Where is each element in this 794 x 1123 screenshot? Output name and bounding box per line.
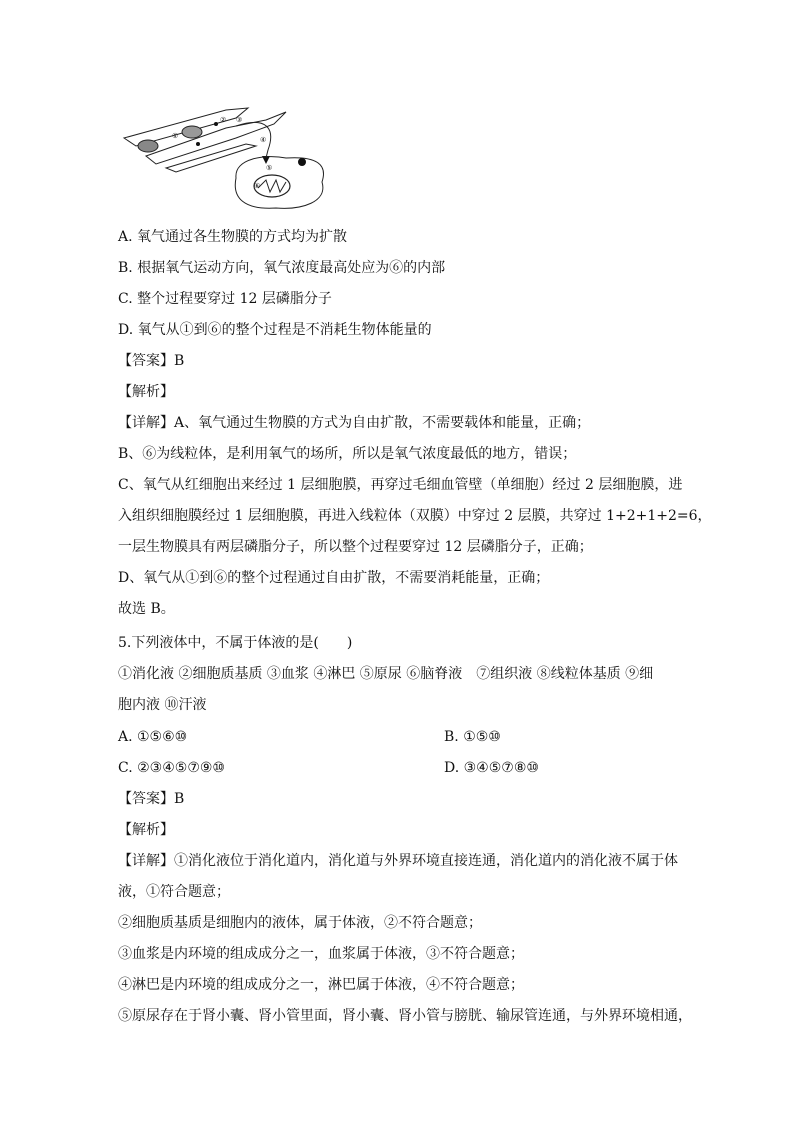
q5-option-c: C. ②③④⑤⑦⑨⑩ <box>118 760 225 776</box>
tissue-cell <box>235 157 323 209</box>
q5-option-a: A. ①⑤⑥⑩ <box>118 729 188 745</box>
dot-2 <box>196 142 200 146</box>
q5-option-d: D. ③④⑤⑦⑧⑩ <box>444 760 539 776</box>
q4-detail-line-6: D、氧气从①到⑥的整个过程通过自由扩散，不需要消耗能量，正确； <box>118 570 550 586</box>
oxygen-diffusion-diagram <box>116 98 336 210</box>
tissue-nucleus <box>298 158 306 166</box>
q5-analysis-title: 【解析】 <box>118 822 174 838</box>
q4-detail-line-2: B、⑥为线粒体，是利用氧气的场所，所以是氧气浓度最低的地方，错误； <box>118 446 577 462</box>
q4-detail-line-7: 故选 B。 <box>118 601 175 617</box>
q5-answer: 【答案】B <box>118 791 185 807</box>
label-1: ① <box>172 132 179 140</box>
label-4: ④ <box>260 136 267 144</box>
q5-detail-line-4: ③血浆是内环境的组成成分之一，血浆属于体液，③不符合题意； <box>118 946 524 962</box>
dot-1 <box>214 122 218 126</box>
q4-option-a: A. 氧气通过各生物膜的方式均为扩散 <box>118 229 348 245</box>
q4-detail-line-5: 一层生物膜具有两层磷脂分子，所以整个过程要穿过 12 层磷脂分子，正确； <box>118 539 593 555</box>
q5-stem: 5.下列液体中，不属于体液的是( ) <box>118 635 353 651</box>
capillary-nucleus <box>182 126 202 138</box>
label-5: ⑤ <box>266 164 273 172</box>
q4-detail-line-3: C、氧气从红细胞出来经过 1 层细胞膜，再穿过毛细血管壁（单细胞）经过 2 层细胞膜，进 <box>118 477 683 493</box>
q4-option-c: C. 整个过程要穿过 12 层磷脂分子 <box>118 291 332 307</box>
red-blood-cell <box>138 140 158 152</box>
q5-detail-line-6: ⑤原尿存在于肾小囊、肾小管里面，肾小囊、肾小管与膀胱、输尿管连通，与外界环境相通， <box>118 1008 692 1024</box>
label-6: ⑥ <box>254 182 261 190</box>
q5-option-b: B. ①⑤⑩ <box>444 729 501 745</box>
q4-analysis-title: 【解析】 <box>118 384 174 400</box>
label-2: ② <box>220 116 227 124</box>
label-3: ③ <box>236 116 243 124</box>
q5-items-line-2: 胞内液 ⑩汗液 <box>118 697 207 713</box>
q4-answer: 【答案】B <box>118 353 185 369</box>
q5-detail-line-5: ④淋巴是内环境的组成成分之一，淋巴属于体液，④不符合题意； <box>118 977 524 993</box>
q4-detail-line-4: 入组织细胞膜经过 1 层细胞膜，再进入线粒体（双膜）中穿过 2 层膜，共穿过 1+2+1+2=6， <box>118 508 712 524</box>
q5-detail-line-3: ②细胞质基质是细胞内的液体，属于体液，②不符合题意； <box>118 915 482 931</box>
q5-detail-line-1: 【详解】①消化液位于消化道内，消化道与外界环境直接连通，消化道内的消化液不属于体 <box>118 853 678 869</box>
q4-option-b: B. 根据氧气运动方向，氧气浓度最高处应为⑥的内部 <box>118 260 446 276</box>
capillary-cell-lower <box>166 144 256 172</box>
mitochondrion-cristae <box>258 180 286 192</box>
q5-detail-line-2: 液，①符合题意； <box>118 884 230 900</box>
q4-detail-line-1: 【详解】A、氧气通过生物膜的方式为自由扩散，不需要载体和能量，正确； <box>118 415 591 431</box>
q5-items-line-1: ①消化液 ②细胞质基质 ③血浆 ④淋巴 ⑤原尿 ⑥脑脊液 ⑦组织液 ⑧线粒体基质 ⑨细 <box>118 666 654 682</box>
q4-option-d: D. 氧气从①到⑥的整个过程是不消耗生物体能量的 <box>118 322 432 338</box>
